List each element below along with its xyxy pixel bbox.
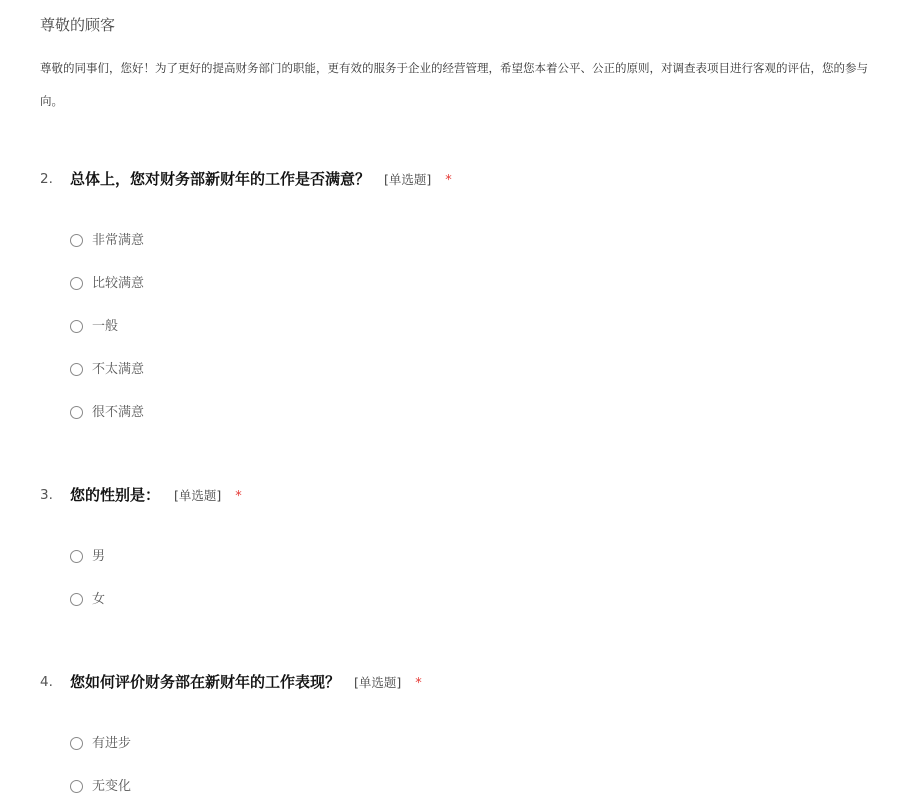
question-title — [70, 166, 452, 194]
option-very-dissatisfied[interactable] — [70, 404, 900, 447]
option-label: 很不满意 — [92, 405, 145, 420]
question-4 — [40, 669, 900, 800]
survey-intro — [40, 52, 900, 118]
option-label: 一般 — [92, 319, 119, 334]
option-male[interactable] — [70, 548, 900, 591]
question-type-tag: [单选题] — [384, 172, 432, 187]
required-marker: * — [445, 173, 452, 188]
radio-button[interactable] — [70, 277, 83, 290]
option-label: 无变化 — [92, 779, 132, 794]
intro-line-2: 向。 — [40, 94, 63, 108]
question-title — [70, 669, 422, 697]
option-female[interactable] — [70, 591, 900, 634]
question-title-text: 您的性别是： — [70, 486, 161, 504]
option-list — [70, 232, 900, 447]
intro-line-1: 尊敬的同事们，您好！为了更好的提高财务部门的职能，更有效的服务于企业的经营管理，希望您本着公平、公正的原则，对调查表项目进行客观的评估，您的参与 — [40, 61, 868, 75]
question-number: 4. — [40, 674, 53, 690]
question-title-row — [40, 482, 900, 508]
radio-button[interactable] — [70, 780, 83, 793]
question-2 — [40, 166, 900, 447]
option-label: 非常满意 — [92, 233, 145, 248]
option-label: 比较满意 — [92, 276, 145, 291]
option-label: 不太满意 — [92, 362, 145, 377]
radio-button[interactable] — [70, 737, 83, 750]
option-average[interactable] — [70, 318, 900, 361]
option-list — [70, 735, 900, 800]
question-title-row — [40, 669, 900, 695]
required-marker: * — [415, 676, 422, 691]
radio-button[interactable] — [70, 550, 83, 563]
question-type-tag: [单选题] — [174, 488, 222, 503]
option-list — [70, 548, 900, 634]
option-no-change[interactable] — [70, 778, 900, 800]
question-number: 2. — [40, 171, 53, 187]
question-3 — [40, 482, 900, 634]
radio-button[interactable] — [70, 593, 83, 606]
question-number: 3. — [40, 487, 53, 503]
question-title — [70, 482, 242, 510]
option-very-satisfied[interactable] — [70, 232, 900, 275]
required-marker: * — [235, 489, 242, 504]
radio-button[interactable] — [70, 363, 83, 376]
option-improved[interactable] — [70, 735, 900, 778]
option-label: 有进步 — [92, 736, 132, 751]
radio-button[interactable] — [70, 234, 83, 247]
question-title-row — [40, 166, 900, 192]
option-label: 女 — [92, 592, 106, 607]
radio-button[interactable] — [70, 406, 83, 419]
question-type-tag: [单选题] — [354, 675, 402, 690]
radio-button[interactable] — [70, 320, 83, 333]
option-label: 男 — [92, 549, 106, 564]
survey-greeting: 尊敬的顾客 — [40, 16, 116, 34]
option-fairly-satisfied[interactable] — [70, 275, 900, 318]
question-title-text: 总体上，您对财务部新财年的工作是否满意？ — [70, 170, 371, 188]
question-title-text: 您如何评价财务部在新财年的工作表现？ — [70, 673, 341, 691]
option-not-very-satisfied[interactable] — [70, 361, 900, 404]
